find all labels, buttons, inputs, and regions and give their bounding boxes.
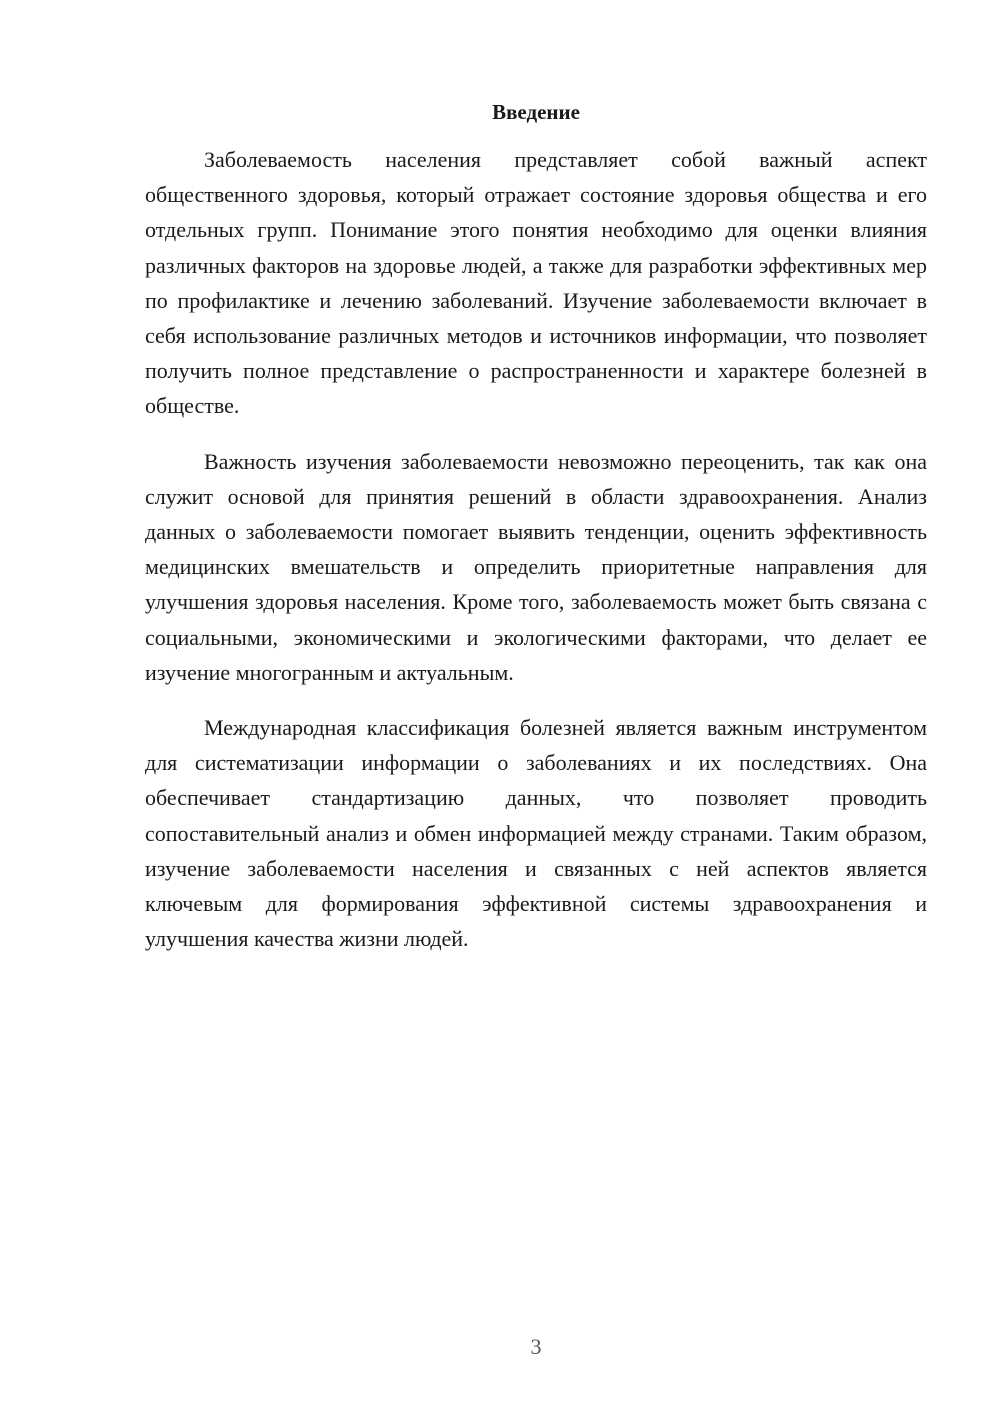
paragraph: Заболеваемость населения представляет собой важный аспект общественного здоровья, который отражает состояние здоровья общества и его отдельных групп. Понимание этого понятия необходимо для оценки влияния различных факторов на здоровье людей, а также для разработки эффективных мер по профилактике и лечению заболеваний. Изучение заболеваемости включает в себя использование различных методов и источников информации, что позволяет получить полное представление о распространенности и характере болезней в обществе. xyxy=(145,147,927,419)
page-title: Введение xyxy=(492,100,580,124)
paragraph: Важность изучения заболеваемости невозможно переоценить, так как она служит основой для принятия решений в области здравоохранения. Анализ данных о заболеваемости помогает выявить тенденции, оценить эффективность медицинских вмешательств и определить приоритетные направления для улучшения здоровья населения. Кроме того, заболеваемость может быть связана с социальными, экономическими и экологическими факторами, что делает ее изучение многогранным и актуальным. xyxy=(145,448,927,685)
page-number: 3 xyxy=(530,1334,542,1359)
paragraph: Международная классификация болезней является важным инструментом для систематизации информации о заболеваниях и их последствиях. Она обеспечивает стандартизацию данных, что позволяет проводить сопоставительный анализ и обмен информацией между странами. Таким образом, изучение заболеваемости населения и связанных с ней аспектов является ключевым для формирования эффективной системы здравоохранения и улучшения качества жизни людей. xyxy=(145,715,927,952)
document-body xyxy=(145,142,927,976)
